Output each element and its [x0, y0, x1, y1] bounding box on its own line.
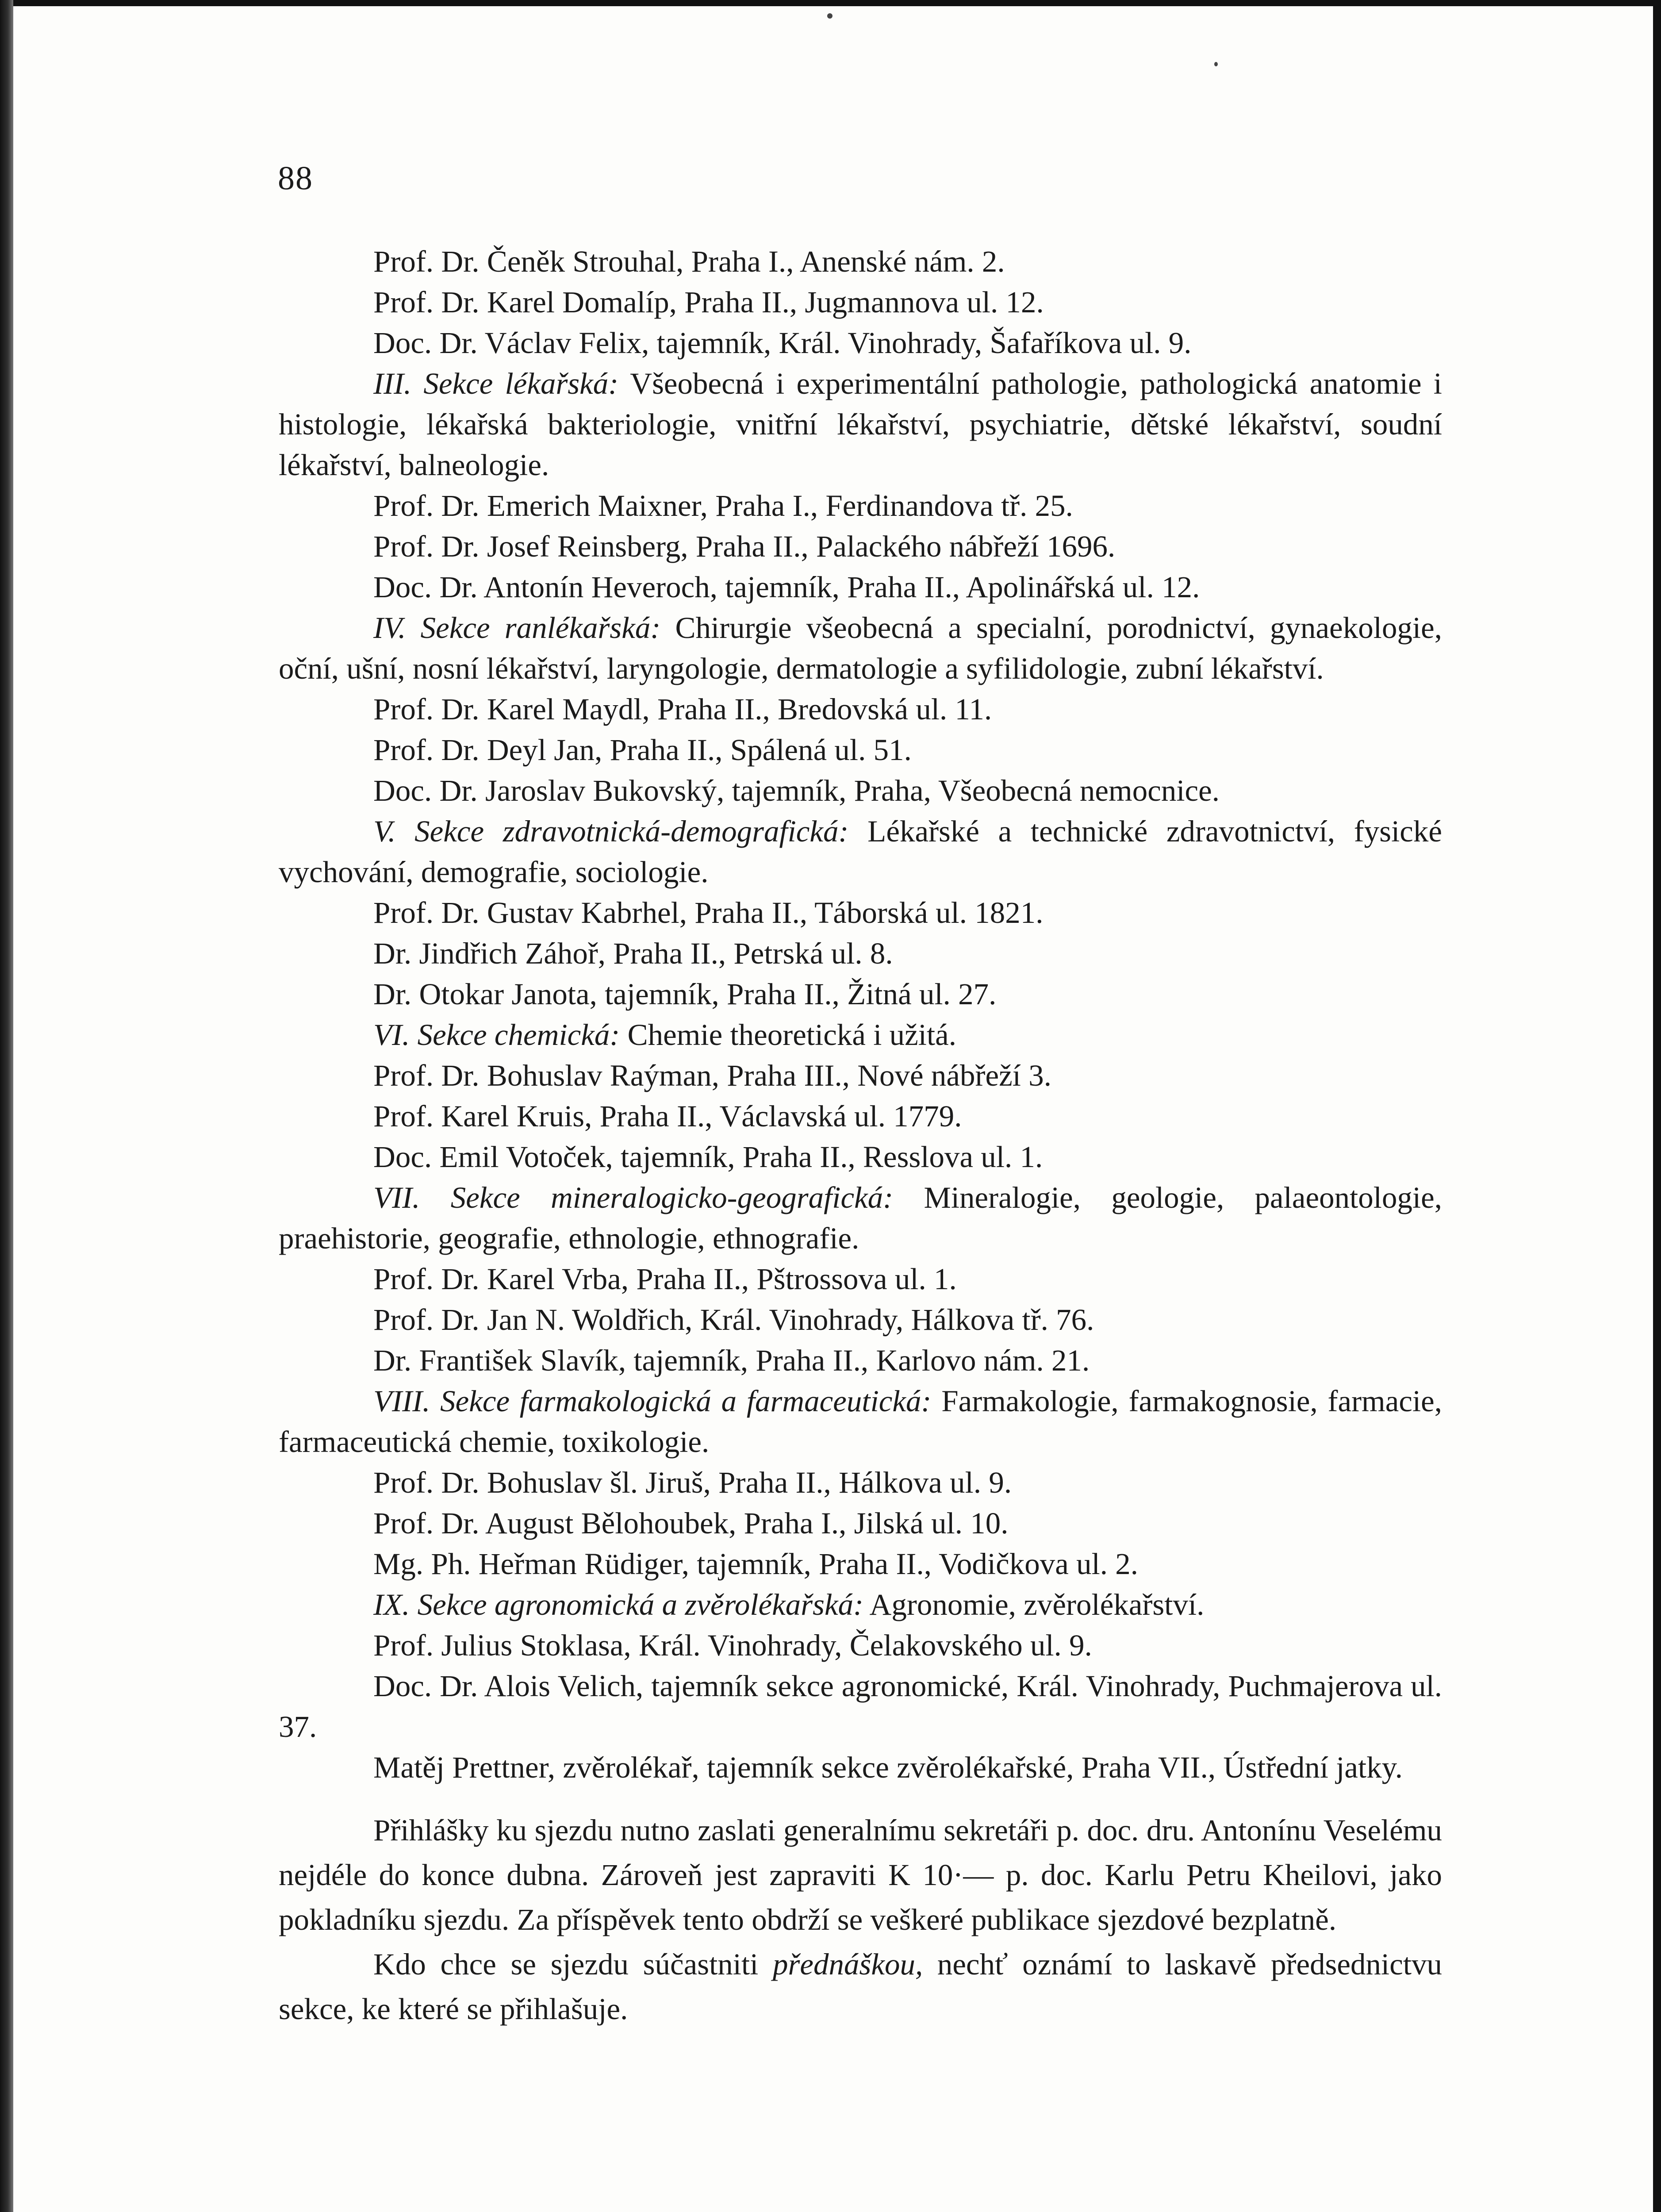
member-entry: Prof. Dr. Karel Domalíp, Praha II., Jugmannova ul. 12. — [373, 285, 1044, 319]
member-entry: Prof. Julius Stoklasa, Král. Vinohrady, Čelakovského ul. 9. — [373, 1628, 1092, 1662]
lecture-paragraph — [279, 1942, 1442, 2032]
section-heading — [279, 1177, 1442, 1259]
scan-speck — [827, 13, 832, 19]
section-description: Chirurgie všeobecná a specialní, porodnictví, gynaekologie, oční, ušní, nosní lékařství, laryngologie, dermatologie a syfilidologie, zubní lékařství. — [279, 611, 1442, 685]
member-entry: Prof. Dr. Bohuslav Raýman, Praha III., Nové nábřeží 3. — [373, 1059, 1051, 1092]
section-number: VII. — [373, 1181, 420, 1214]
member-entry: Doc. Dr. Václav Felix, tajemník, Král. Vinohrady, Šafaříkova ul. 9. — [373, 326, 1192, 360]
section-description: Chemie theoretická i užitá. — [627, 1018, 956, 1052]
registration-paragraph: Přihlášky ku sjezdu nutno zaslati generalnímu sekretáři p. doc. dru. Antonínu Veselému nejdéle do konce dubna. Zároveň jest zapraviti K 10·— p. doc. Karlu Petru Kheilovi, jako pokladníku sjezdu. Za příspěvek tento obdrží se veškeré publikace sjezdové bezplatně. — [279, 1813, 1442, 1936]
member-entry: Doc. Dr. Alois Velich, tajemník sekce agronomické, Král. Vinohrady, Puchmajerova ul. 37. — [279, 1669, 1442, 1743]
section-heading — [279, 1014, 1442, 1055]
page-body — [279, 241, 1442, 2032]
lecture-text-end: nechť oznámí to laskavě předsednictvu sekce, ke které se přihlašuje. — [279, 1947, 1442, 2026]
section-number: IV. — [373, 611, 406, 645]
member-entry: Dr. František Slavík, tajemník, Praha II., Karlovo nám. 21. — [373, 1344, 1090, 1377]
lecture-emphasis: přednáškou, — [772, 1947, 923, 1981]
member-entry: Dr. Jindřich Záhoř, Praha II., Petrská ul. 8. — [373, 937, 893, 970]
page-number: 88 — [278, 160, 313, 197]
section-title: Sekce agronomická a zvěrolékařská: — [417, 1588, 864, 1621]
member-entry: Doc. Dr. Antonín Heveroch, tajemník, Praha II., Apolinářská ul. 12. — [373, 570, 1200, 604]
member-entry: Prof. Dr. Gustav Kabrhel, Praha II., Táborská ul. 1821. — [373, 896, 1043, 929]
scan-speck — [1214, 62, 1218, 66]
section-description: Mineralogie, geologie, palaeontologie, praehistorie, geografie, ethnologie, ethnografie. — [279, 1181, 1442, 1255]
section-title: Sekce chemická: — [417, 1018, 620, 1052]
member-entry: Prof. Dr. Emerich Maixner, Praha I., Ferdinandova tř. 25. — [373, 489, 1073, 522]
member-entry: Matěj Prettner, zvěrolékař, tajemník sekce zvěrolékařské, Praha VII., Ústřední jatky. — [373, 1751, 1403, 1784]
section-number: V. — [373, 814, 396, 848]
member-entry: Dr. Otokar Janota, tajemník, Praha II., Žitná ul. 27. — [373, 977, 997, 1011]
section-number: VIII. — [373, 1384, 430, 1418]
scan-border-top — [0, 0, 1661, 6]
member-entry: Prof. Dr. Bohuslav šl. Jiruš, Praha II., Hálkova ul. 9. — [373, 1466, 1012, 1499]
section-heading — [279, 811, 1442, 892]
section-description: Agronomie, zvěrolékařství. — [869, 1588, 1205, 1621]
section-heading — [279, 1381, 1442, 1462]
member-entry: Prof. Dr. Deyl Jan, Praha II., Spálená ul. 51. — [373, 733, 912, 767]
member-entry: Mg. Ph. Heřman Rüdiger, tajemník, Praha II., Vodičkova ul. 2. — [373, 1547, 1139, 1581]
section-description: Všeobecná i experimentální pathologie, pathologická anatomie i histologie, lékařská bakteriologie, vnitřní lékařství, psychiatrie, dětské lékařství, soudní lékařství, balneologie. — [279, 367, 1442, 482]
scan-border-left — [0, 0, 13, 2212]
section-heading — [279, 607, 1442, 689]
section-title: Sekce farmakologická a farmaceutická: — [440, 1384, 932, 1418]
section-title: Sekce zdravotnická-demografická: — [414, 814, 849, 848]
member-entry: Prof. Dr. Karel Vrba, Praha II., Pštrossova ul. 1. — [373, 1262, 957, 1296]
section-number: IX. — [373, 1588, 410, 1621]
member-entry: Doc. Emil Votoček, tajemník, Praha II., Resslova ul. 1. — [373, 1140, 1043, 1174]
section-heading — [279, 363, 1442, 485]
member-entry: Doc. Dr. Jaroslav Bukovský, tajemník, Praha, Všeobecná nemocnice. — [373, 774, 1220, 807]
member-entry: Prof. Dr. Čeněk Strouhal, Praha I., Anenské nám. 2. — [373, 245, 1005, 278]
lecture-text-start: Kdo chce se sjezdu súčastniti — [373, 1947, 759, 1981]
section-description: Lékařské a technické zdravotnictví, fysické vychování, demografie, sociologie. — [279, 814, 1442, 889]
section-title: Sekce mineralogicko-geografická: — [450, 1181, 894, 1214]
scan-border-right — [1653, 0, 1661, 2212]
section-description: Farmakologie, farmakognosie, farmacie, farmaceutická chemie, toxikologie. — [279, 1384, 1442, 1459]
section-title: Sekce lékařská: — [423, 367, 619, 400]
section-title: Sekce ranlékařská: — [420, 611, 661, 645]
section-number: VI. — [373, 1018, 410, 1052]
member-entry: Prof. Dr. August Bělohoubek, Praha I., Jilská ul. 10. — [373, 1506, 1009, 1540]
member-entry: Prof. Dr. Jan N. Woldřich, Král. Vinohrady, Hálkova tř. 76. — [373, 1303, 1094, 1336]
member-entry: Prof. Karel Kruis, Praha II., Václavská ul. 1779. — [373, 1099, 962, 1133]
section-heading — [279, 1584, 1442, 1625]
section-number: III. — [373, 367, 412, 400]
paragraph-spacer — [279, 1788, 1442, 1808]
member-entry: Prof. Dr. Josef Reinsberg, Praha II., Palackého nábřeží 1696. — [373, 530, 1116, 563]
member-entry: Prof. Dr. Karel Maydl, Praha II., Bredovská ul. 11. — [373, 692, 992, 726]
